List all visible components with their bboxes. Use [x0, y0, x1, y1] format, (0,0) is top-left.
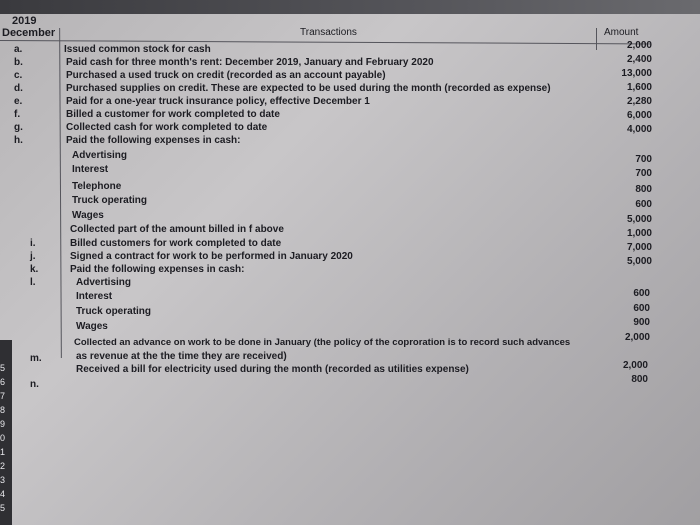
transaction-row: Paid the following expenses in cash: [70, 264, 245, 275]
item-letter: k. [30, 264, 39, 275]
transaction-row: Truck operating [76, 306, 152, 317]
transaction-row: Purchased a used truck on credit (recorded as an account payable) [66, 70, 386, 81]
row-number: 3 [0, 475, 6, 485]
transaction-row: Paid for a one-year truck insurance policy, effective December 1 [66, 96, 370, 107]
transaction-row: Signed a contract for work to be performed in January 2020 [70, 251, 353, 262]
top-edge-bar [0, 0, 700, 14]
amount-value: 2,280 [626, 96, 652, 107]
item-letter: j. [30, 251, 36, 262]
amount-value: 2,000 [624, 332, 650, 343]
row-number: 4 [0, 489, 6, 499]
row-number: 5 [0, 503, 6, 513]
amount-value: 2,000 [622, 360, 648, 371]
row-number: 0 [0, 433, 6, 443]
transaction-row: Wages [76, 321, 108, 332]
row-number: 2 [0, 461, 6, 471]
item-letter: m. [30, 353, 42, 364]
amount-value: 700 [635, 154, 652, 165]
amount-value: 5,000 [626, 256, 652, 267]
transaction-row: Wages [72, 210, 104, 221]
item-letter: d. [14, 83, 23, 94]
transaction-row: Paid the following expenses in cash: [66, 135, 241, 146]
amount-value: 800 [631, 374, 648, 385]
transaction-row: Purchased supplies on credit. These are expected to be used during the month (recorded as expense) [66, 83, 551, 94]
item-letter: a. [14, 44, 23, 55]
transaction-row: Received a bill for electricity used during the month (recorded as utilities expense) [76, 364, 469, 375]
amount-value: 2,400 [626, 54, 652, 65]
transaction-row: Billed customers for work completed to date [70, 238, 282, 249]
item-letter: i. [30, 238, 36, 249]
transaction-row: Interest [72, 164, 109, 175]
transaction-row: Telephone [72, 181, 122, 192]
amount-value: 4,000 [626, 124, 652, 135]
amount-value: 800 [635, 184, 652, 195]
item-letter: e. [14, 96, 23, 107]
amount-value: 1,600 [626, 82, 652, 93]
transaction-row: Billed a customer for work completed to date [66, 109, 280, 120]
row-number: 6 [0, 377, 6, 387]
item-letter: c. [14, 70, 23, 81]
amount-value: 600 [633, 303, 650, 314]
amount-value: 600 [635, 199, 652, 210]
header-year: 2019 [12, 15, 37, 27]
row-number: 5 [0, 363, 6, 373]
item-letter: h. [14, 135, 23, 146]
amount-value: 5,000 [626, 214, 652, 225]
header-amount: Amount [604, 27, 639, 38]
transaction-row: Interest [76, 291, 113, 302]
transaction-row: Collected an advance on work to be done in January (the policy of the coproration is to record such advances [74, 337, 571, 348]
header-month: December [2, 27, 56, 39]
transaction-row: Advertising [72, 150, 128, 161]
item-letter: g. [14, 122, 23, 133]
amount-value: 700 [635, 168, 652, 179]
column-divider-left [59, 28, 62, 358]
amount-value: 13,000 [621, 68, 652, 79]
transaction-row: as revenue at the the time they are received) [76, 351, 287, 362]
header-transactions: Transactions [300, 27, 357, 38]
amount-value: 6,000 [626, 110, 652, 121]
transaction-row: Collected cash for work completed to date [66, 122, 268, 133]
transaction-row: Paid cash for three month's rent: December 2019, January and February 2020 [66, 57, 434, 68]
amount-value: 2,000 [626, 40, 652, 51]
item-letter: l. [30, 277, 36, 288]
amount-value: 900 [633, 317, 650, 328]
amount-value: 7,000 [626, 242, 652, 253]
row-number: 7 [0, 391, 6, 401]
transaction-row: Issued common stock for cash [64, 44, 211, 55]
transaction-row: Advertising [76, 277, 132, 288]
amount-value: 1,000 [626, 228, 652, 239]
row-number: 8 [0, 405, 6, 415]
column-divider-right [596, 28, 597, 50]
row-number-column [0, 340, 12, 525]
transaction-row: Collected part of the amount billed in f above [70, 224, 284, 235]
row-number: 1 [0, 447, 6, 457]
transaction-row: Truck operating [72, 195, 148, 206]
item-letter: b. [14, 57, 23, 68]
row-number: 9 [0, 419, 6, 429]
amount-value: 600 [633, 288, 650, 299]
item-letter: n. [30, 379, 39, 390]
item-letter: f. [14, 109, 21, 120]
